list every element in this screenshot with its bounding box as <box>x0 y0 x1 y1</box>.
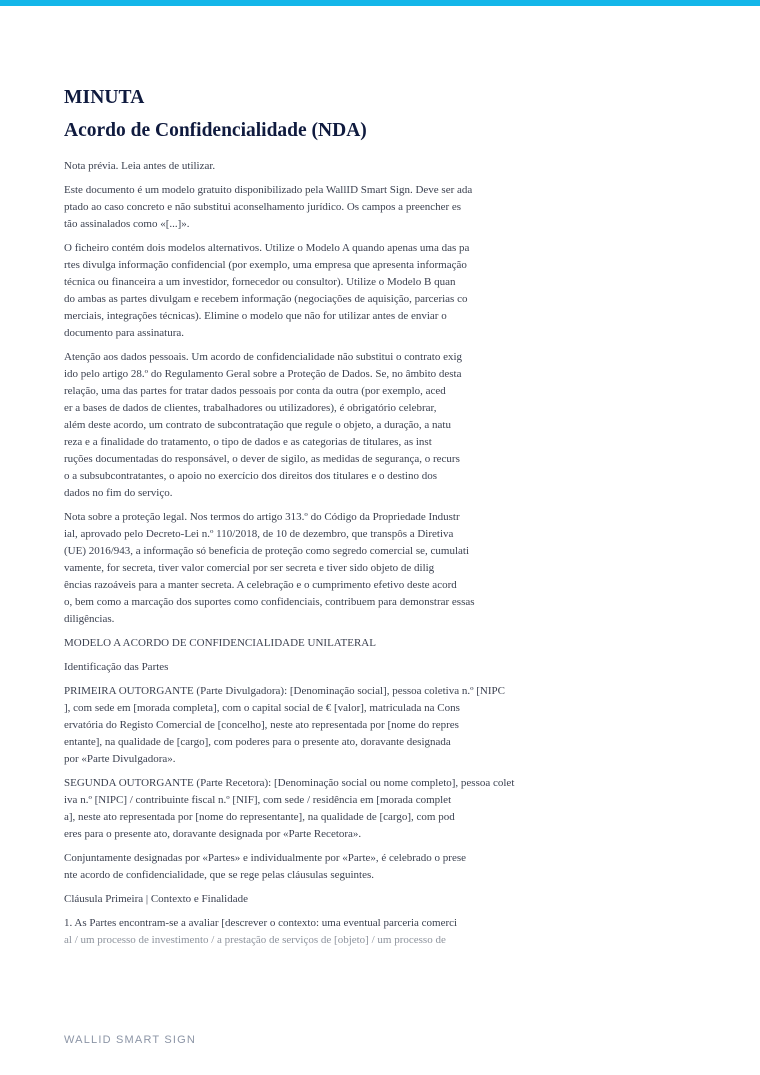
section-heading-parties: Identificação das Partes <box>64 661 169 673</box>
document-title: Acordo de Confidencialidade (NDA) <box>64 120 367 141</box>
footer-brand: WALLID SMART SIGN <box>64 1034 197 1046</box>
clause-1-line-1: 1. As Partes encontram-se a avaliar [descrever o contexto: uma eventual parceria comerci <box>64 917 458 929</box>
paragraph-legal-protection: Nota sobre a proteção legal. Nos termos do artigo 313.º do Código da Propriedade Industr ial, aprovado pelo Decreto-Lei n.º 110/2018, de 10 de dezembro, que transpôs a Diretiva (UE) 2016/943, a informação só beneficia de proteção como segredo comercial se, cumulati vamente, for secreta, tiver valor comercial por ser secreta e tiver sido objeto de dilig ências razoáveis para a manter secreta. A celebração e o cumprimento efetivo deste acord o, bem como a marcação dos suportes como confidenciais, contribuem para demonstrar essas diligências. <box>64 511 475 625</box>
document-label: MINUTA <box>64 87 145 108</box>
top-accent-bar <box>0 0 760 6</box>
paragraph-agreement-intro: Conjuntamente designadas por «Partes» e individualmente por «Parte», é celebrado o prese nte acordo de confidencialidade, que se rege pelas cláusulas seguintes. <box>64 852 466 881</box>
paragraph-second-party: SEGUNDA OUTORGANTE (Parte Recetora): [Denominação social ou nome completo], pessoa colet iva n.º [NIPC] / contribuinte fiscal n.º [NIF], com sede / residência em [morada complet a], neste ato representada por [nome do representante], na qualidade de [cargo], com pod eres para o presente ato, doravante designada por «Parte Recetora». <box>64 777 515 840</box>
paragraph-model-choice: O ficheiro contém dois modelos alternativos. Utilize o Modelo A quando apenas uma das pa rtes divulga informação confidencial (por exemplo, uma empresa que apresenta informação técnica ou financeira a um investidor, fornecedor ou consultor). Utilize o Modelo B quan do ambas as partes divulgam e recebem informação (negociações de aquisição, parcerias co merciais, integrações técnicas). Elimine o modelo que não for utilizar antes de enviar o documento para assinatura. <box>64 242 470 339</box>
document-body <box>64 86 554 956</box>
paragraph-clause-1-item-1 <box>64 915 554 949</box>
document-text <box>64 158 554 949</box>
paragraph-template-notice: Este documento é um modelo gratuito disponibilizado pela WallID Smart Sign. Deve ser ada ptado ao caso concreto e não substitui aconselhamento jurídico. Os campos a preencher es tão assinalados como «[...]». <box>64 184 473 230</box>
clause-1-line-2: al / um processo de investimento / a prestação de serviços de [objeto] / um processo de <box>64 934 446 946</box>
clause-heading-first: Cláusula Primeira | Contexto e Finalidade <box>64 893 248 905</box>
section-heading-model-a: MODELO A ACORDO DE CONFIDENCIALIDADE UNILATERAL <box>64 637 376 649</box>
paragraph-personal-data: Atenção aos dados pessoais. Um acordo de confidencialidade não substitui o contrato exig ido pelo artigo 28.º do Regulamento Geral sobre a Proteção de Dados. Se, no âmbito desta relação, uma das partes for tratar dados pessoais por conta da outra (por exemplo, aced er a bases de dados de clientes, trabalhadores ou utilizadores), é obrigatório celebrar, além deste acordo, um contrato de subcontratação que regule o objeto, a duração, a natu reza e a finalidade do tratamento, o tipo de dados e as categorias de titulares, as inst ruções documentadas do responsável, o dever de sigilo, as medidas de segurança, o recurs o a subsubcontratantes, o apoio no exercício dos direitos dos titulares e o destino dos dados no fim do serviço. <box>64 351 463 499</box>
paragraph-first-party: PRIMEIRA OUTORGANTE (Parte Divulgadora): [Denominação social], pessoa coletiva n.º [NIPC ], com sede em [morada completa], com o capital social de € [valor], matriculada na Cons ervatória do Registo Comercial de [concelho], neste ato representada por [nome do repres entante], na qualidade de [cargo], com poderes para o presente ato, doravante designada por «Parte Divulgadora». <box>64 685 505 765</box>
paragraph-preliminary-note: Nota prévia. Leia antes de utilizar. <box>64 160 216 172</box>
